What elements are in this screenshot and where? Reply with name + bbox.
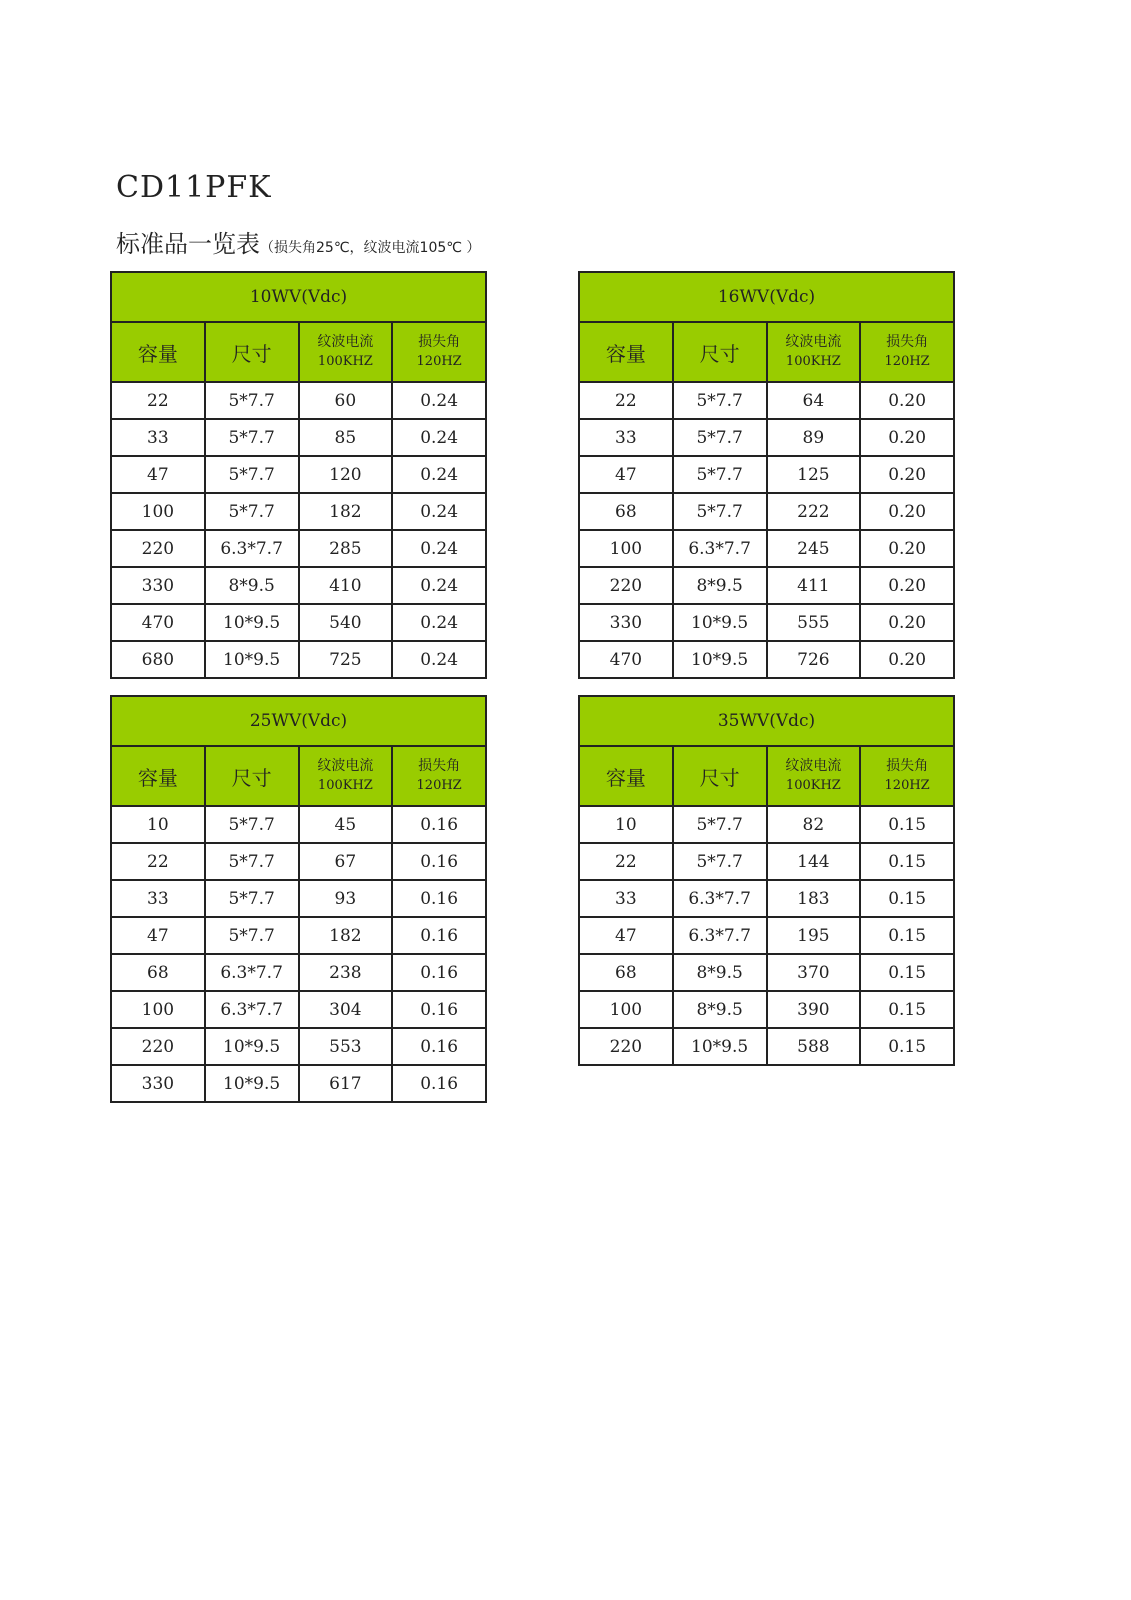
loss-cell: 0.16 [392,880,486,917]
table-row [111,991,486,1028]
column-header-ripple [767,746,861,806]
size-cell: 10*9.5 [673,604,767,641]
size-cell: 6.3*7.7 [673,530,767,567]
table-row [111,641,486,678]
size-cell: 5*7.7 [673,382,767,419]
table-row [579,604,954,641]
size-cell: 6.3*7.7 [205,954,299,991]
column-header-capacity: 容量 [111,322,205,382]
size-cell: 6.3*7.7 [205,991,299,1028]
size-cell: 5*7.7 [673,419,767,456]
loss-cell: 0.16 [392,843,486,880]
loss-cell: 0.24 [392,530,486,567]
loss-cell: 0.24 [392,641,486,678]
column-header-loss-unit: 120HZ [884,354,930,369]
column-header-capacity: 容量 [579,322,673,382]
document-subtitle [116,224,480,259]
capacity-cell: 100 [111,493,205,530]
ripple-cell: 85 [299,419,393,456]
ripple-cell: 125 [767,456,861,493]
size-cell: 5*7.7 [205,917,299,954]
column-header-ripple [767,322,861,382]
table-row [111,382,486,419]
column-header-size: 尺寸 [205,322,299,382]
loss-cell: 0.24 [392,382,486,419]
capacity-cell: 47 [111,917,205,954]
ripple-cell: 238 [299,954,393,991]
capacity-cell: 22 [579,382,673,419]
ripple-cell: 725 [299,641,393,678]
ripple-cell: 45 [299,806,393,843]
ripple-cell: 182 [299,493,393,530]
capacity-cell: 330 [111,567,205,604]
size-cell: 5*7.7 [205,382,299,419]
size-cell: 5*7.7 [673,456,767,493]
table-row [579,806,954,843]
capacity-cell: 100 [111,991,205,1028]
loss-cell: 0.20 [860,419,954,456]
table-row [579,530,954,567]
capacity-cell: 680 [111,641,205,678]
capacity-cell: 220 [579,567,673,604]
loss-cell: 0.20 [860,604,954,641]
loss-cell: 0.24 [392,456,486,493]
loss-cell: 0.16 [392,917,486,954]
capacity-cell: 33 [579,880,673,917]
capacity-cell: 22 [111,843,205,880]
table-row [111,530,486,567]
column-header-ripple-unit: 100KHZ [317,778,373,793]
column-header-ripple [299,746,393,806]
ripple-cell: 410 [299,567,393,604]
column-header-size: 尺寸 [205,746,299,806]
ripple-cell: 182 [299,917,393,954]
capacity-cell: 33 [111,880,205,917]
size-cell: 6.3*7.7 [673,917,767,954]
capacity-cell: 22 [579,843,673,880]
size-cell: 10*9.5 [205,1065,299,1102]
size-cell: 5*7.7 [205,880,299,917]
table-row [579,456,954,493]
size-cell: 6.3*7.7 [673,880,767,917]
size-cell: 5*7.7 [205,493,299,530]
loss-cell: 0.24 [392,604,486,641]
loss-cell: 0.15 [860,1028,954,1065]
loss-cell: 0.24 [392,419,486,456]
column-header-capacity: 容量 [579,746,673,806]
voltage-header: 25WV(Vdc) [111,696,486,746]
table-row [579,382,954,419]
column-header-ripple-unit: 100KHZ [317,354,373,369]
size-cell: 5*7.7 [205,843,299,880]
loss-cell: 0.20 [860,456,954,493]
ripple-cell: 89 [767,419,861,456]
capacity-cell: 330 [579,604,673,641]
loss-cell: 0.15 [860,843,954,880]
loss-cell: 0.20 [860,530,954,567]
size-cell: 10*9.5 [205,1028,299,1065]
ripple-cell: 82 [767,806,861,843]
size-cell: 5*7.7 [205,456,299,493]
ripple-cell: 726 [767,641,861,678]
size-cell: 5*7.7 [673,493,767,530]
capacity-cell: 22 [111,382,205,419]
table-row [579,991,954,1028]
table-row [111,806,486,843]
column-header-loss-label: 损失角 [886,758,929,774]
loss-cell: 0.16 [392,806,486,843]
voltage-header: 16WV(Vdc) [579,272,954,322]
subtitle-note: （损失角25℃，纹波电流105℃ ） [260,240,481,256]
capacity-cell: 47 [111,456,205,493]
size-cell: 8*9.5 [205,567,299,604]
size-cell: 10*9.5 [205,604,299,641]
loss-cell: 0.16 [392,1065,486,1102]
table-row [579,843,954,880]
ripple-cell: 144 [767,843,861,880]
subtitle-main: 标准品一览表 [116,230,260,258]
table-row [579,419,954,456]
ripple-cell: 370 [767,954,861,991]
table-row [111,917,486,954]
ripple-cell: 540 [299,604,393,641]
table-row [111,456,486,493]
loss-cell: 0.16 [392,1028,486,1065]
capacity-cell: 220 [111,1028,205,1065]
document-title: CD11PFK [116,170,272,205]
loss-cell: 0.20 [860,567,954,604]
column-header-ripple-label: 纹波电流 [785,758,842,774]
capacity-cell: 47 [579,456,673,493]
ripple-cell: 183 [767,880,861,917]
column-header-size: 尺寸 [673,322,767,382]
column-header-capacity: 容量 [111,746,205,806]
loss-cell: 0.15 [860,880,954,917]
capacity-cell: 220 [111,530,205,567]
ripple-cell: 553 [299,1028,393,1065]
spec-table-35wv [578,695,955,1066]
loss-cell: 0.20 [860,493,954,530]
column-header-loss-unit: 120HZ [416,354,462,369]
ripple-cell: 555 [767,604,861,641]
column-header-loss-unit: 120HZ [416,778,462,793]
size-cell: 6.3*7.7 [205,530,299,567]
size-cell: 8*9.5 [673,567,767,604]
capacity-cell: 68 [111,954,205,991]
capacity-cell: 470 [579,641,673,678]
spec-table-16wv [578,271,955,679]
size-cell: 8*9.5 [673,954,767,991]
capacity-cell: 470 [111,604,205,641]
capacity-cell: 33 [111,419,205,456]
column-header-loss-label: 损失角 [418,758,461,774]
table-row [111,604,486,641]
column-header-ripple-unit: 100KHZ [785,354,841,369]
ripple-cell: 588 [767,1028,861,1065]
loss-cell: 0.20 [860,382,954,419]
table-row [579,954,954,991]
loss-cell: 0.16 [392,991,486,1028]
capacity-cell: 330 [111,1065,205,1102]
voltage-header: 35WV(Vdc) [579,696,954,746]
capacity-cell: 220 [579,1028,673,1065]
column-header-ripple-label: 纹波电流 [317,334,374,350]
table-row [111,419,486,456]
capacity-cell: 33 [579,419,673,456]
loss-cell: 0.24 [392,567,486,604]
table-row [579,493,954,530]
size-cell: 10*9.5 [673,641,767,678]
size-cell: 8*9.5 [673,991,767,1028]
column-header-loss-label: 损失角 [418,334,461,350]
capacity-cell: 68 [579,954,673,991]
capacity-cell: 47 [579,917,673,954]
spec-table-10wv [110,271,487,679]
ripple-cell: 245 [767,530,861,567]
table-row [579,1028,954,1065]
column-header-ripple [299,322,393,382]
ripple-cell: 64 [767,382,861,419]
ripple-cell: 67 [299,843,393,880]
size-cell: 5*7.7 [205,806,299,843]
size-cell: 10*9.5 [673,1028,767,1065]
ripple-cell: 285 [299,530,393,567]
loss-cell: 0.15 [860,917,954,954]
capacity-cell: 10 [579,806,673,843]
column-header-loss [860,322,954,382]
ripple-cell: 304 [299,991,393,1028]
capacity-cell: 68 [579,493,673,530]
table-row [111,843,486,880]
size-cell: 10*9.5 [205,641,299,678]
size-cell: 5*7.7 [205,419,299,456]
ripple-cell: 390 [767,991,861,1028]
ripple-cell: 222 [767,493,861,530]
ripple-cell: 120 [299,456,393,493]
table-row [579,567,954,604]
column-header-ripple-label: 纹波电流 [785,334,842,350]
column-header-loss [860,746,954,806]
loss-cell: 0.15 [860,954,954,991]
ripple-cell: 617 [299,1065,393,1102]
ripple-cell: 93 [299,880,393,917]
column-header-size: 尺寸 [673,746,767,806]
column-header-loss [392,322,486,382]
loss-cell: 0.16 [392,954,486,991]
table-row [579,880,954,917]
column-header-loss-label: 损失角 [886,334,929,350]
size-cell: 5*7.7 [673,843,767,880]
table-row [111,954,486,991]
capacity-cell: 100 [579,530,673,567]
table-row [579,641,954,678]
capacity-cell: 10 [111,806,205,843]
table-row [111,1065,486,1102]
loss-cell: 0.24 [392,493,486,530]
ripple-cell: 411 [767,567,861,604]
voltage-header: 10WV(Vdc) [111,272,486,322]
table-row [579,917,954,954]
column-header-ripple-unit: 100KHZ [785,778,841,793]
column-header-loss [392,746,486,806]
loss-cell: 0.15 [860,991,954,1028]
table-row [111,493,486,530]
spec-table-25wv [110,695,487,1103]
column-header-loss-unit: 120HZ [884,778,930,793]
loss-cell: 0.15 [860,806,954,843]
table-row [111,1028,486,1065]
table-row [111,567,486,604]
loss-cell: 0.20 [860,641,954,678]
capacity-cell: 100 [579,991,673,1028]
ripple-cell: 60 [299,382,393,419]
ripple-cell: 195 [767,917,861,954]
size-cell: 5*7.7 [673,806,767,843]
column-header-ripple-label: 纹波电流 [317,758,374,774]
table-row [111,880,486,917]
